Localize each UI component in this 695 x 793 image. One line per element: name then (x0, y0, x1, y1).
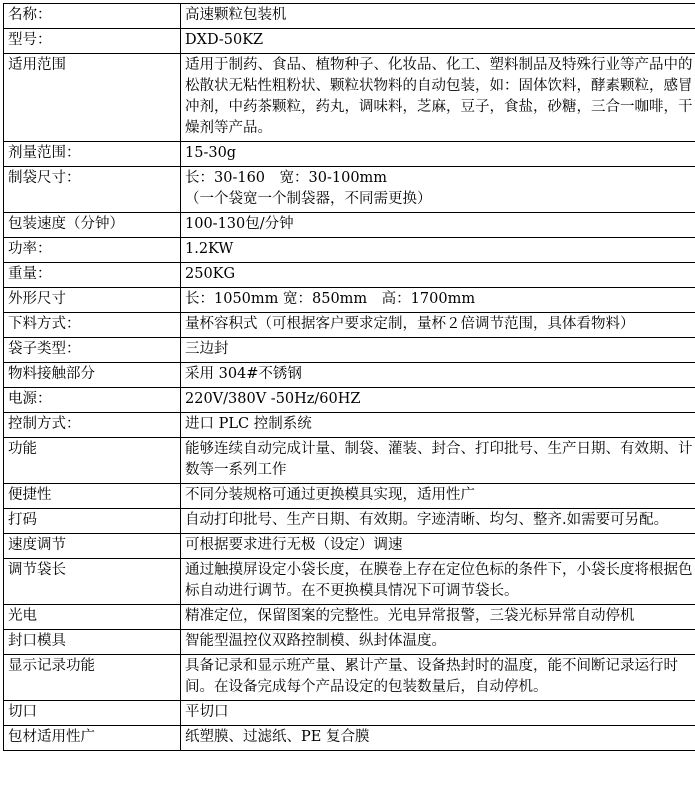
table-row (4, 388, 695, 413)
row-value: 纸塑膜、过滤纸、PE 复合膜 (181, 726, 695, 751)
table-row (4, 484, 695, 509)
table-row (4, 288, 695, 313)
row-value: 高速颗粒包装机 (181, 4, 695, 29)
row-label: 外形尺寸 (4, 288, 181, 313)
row-label: 下料方式： (4, 313, 181, 338)
table-row (4, 338, 695, 363)
table-row (4, 29, 695, 54)
table-row (4, 313, 695, 338)
row-label: 便捷性 (4, 484, 181, 509)
row-value: 三边封 (181, 338, 695, 363)
row-label: 适用范围 (4, 54, 181, 142)
row-label: 功能 (4, 438, 181, 484)
row-value: 采用 304#不锈钢 (181, 363, 695, 388)
row-value: 通过触摸屏设定小袋长度，在膜卷上存在定位色标的条件下，小袋长度将根据色标自动进行调节。在不更换模具情况下可调节袋长。 (181, 559, 695, 605)
row-label: 显示记录功能 (4, 655, 181, 701)
row-label: 重量： (4, 263, 181, 288)
table-row (4, 655, 695, 701)
row-label: 剂量范围： (4, 142, 181, 167)
table-row (4, 726, 695, 751)
table-row (4, 413, 695, 438)
row-label: 制袋尺寸： (4, 167, 181, 213)
row-label: 包材适用性广 (4, 726, 181, 751)
row-label: 名称： (4, 4, 181, 29)
row-label: 型号： (4, 29, 181, 54)
row-label: 袋子类型： (4, 338, 181, 363)
value-line: 长：30-160 宽：30-100mm (185, 170, 388, 186)
row-value: 1.2KW (181, 238, 695, 263)
table-row (4, 263, 695, 288)
table-row (4, 4, 695, 29)
row-value: 长：1050mm 宽：850mm 高：1700mm (181, 288, 695, 313)
row-value: 精准定位，保留图案的完整性。光电异常报警，三袋光标异常自动停机 (181, 605, 695, 630)
row-value: 智能型温控仪双路控制模、纵封体温度。 (181, 630, 695, 655)
row-value: 能够连续自动完成计量、制袋、灌装、封合、打印批号、生产日期、有效期、计数等一系列工作 (181, 438, 695, 484)
value-line: （一个袋宽一个制袋器，不同需更换） (185, 191, 432, 207)
row-value: 220V/380V -50Hz/60HZ (181, 388, 695, 413)
row-value: 15-30g (181, 142, 695, 167)
row-label: 打码 (4, 509, 181, 534)
row-label: 包装速度（分钟） (4, 213, 181, 238)
row-value: 不同分装规格可通过更换模具实现，适用性广 (181, 484, 695, 509)
table-row (4, 559, 695, 605)
table-row (4, 605, 695, 630)
row-label: 控制方式： (4, 413, 181, 438)
table-row (4, 213, 695, 238)
row-value: 250KG (181, 263, 695, 288)
row-label: 物料接触部分 (4, 363, 181, 388)
row-value: 量杯容积式（可根据客户要求定制，量杯２倍调节范围，具体看物料） (181, 313, 695, 338)
table-row (4, 167, 695, 213)
table-row (4, 630, 695, 655)
row-label: 电源： (4, 388, 181, 413)
row-label: 功率： (4, 238, 181, 263)
row-value: 平切口 (181, 701, 695, 726)
table-row (4, 142, 695, 167)
row-value: 可根据要求进行无极（设定）调速 (181, 534, 695, 559)
row-label: 切口 (4, 701, 181, 726)
table-row (4, 438, 695, 484)
row-value: 自动打印批号、生产日期、有效期。字迹清晰、均匀、整齐.如需要可另配。 (181, 509, 695, 534)
table-row (4, 54, 695, 142)
row-label: 调节袋长 (4, 559, 181, 605)
row-value (181, 167, 695, 213)
table-row (4, 534, 695, 559)
table-row (4, 363, 695, 388)
row-value: 适用于制药、食品、植物种子、化妆品、化工、塑料制品及特殊行业等产品中的松散状无粘性粗粉状、颗粒状物料的自动包装，如：固体饮料，酵素颗粒，感冒冲剂，中药茶颗粒，药丸，调味料，芝麻，豆子，食盐，砂糖，三合一咖啡，干燥剂等产品。 (181, 54, 695, 142)
spec-table (3, 3, 695, 751)
table-row (4, 238, 695, 263)
table-row (4, 701, 695, 726)
row-label: 速度调节 (4, 534, 181, 559)
row-value: DXD-50KZ (181, 29, 695, 54)
row-label: 封口模具 (4, 630, 181, 655)
row-value: 进口 PLC 控制系统 (181, 413, 695, 438)
row-value: 100-130包/分钟 (181, 213, 695, 238)
row-value: 具备记录和显示班产量、累计产量、设备热封时的温度，能不间断记录运行时间。在设备完成每个产品设定的包装数量后，自动停机。 (181, 655, 695, 701)
row-label: 光电 (4, 605, 181, 630)
table-row (4, 509, 695, 534)
